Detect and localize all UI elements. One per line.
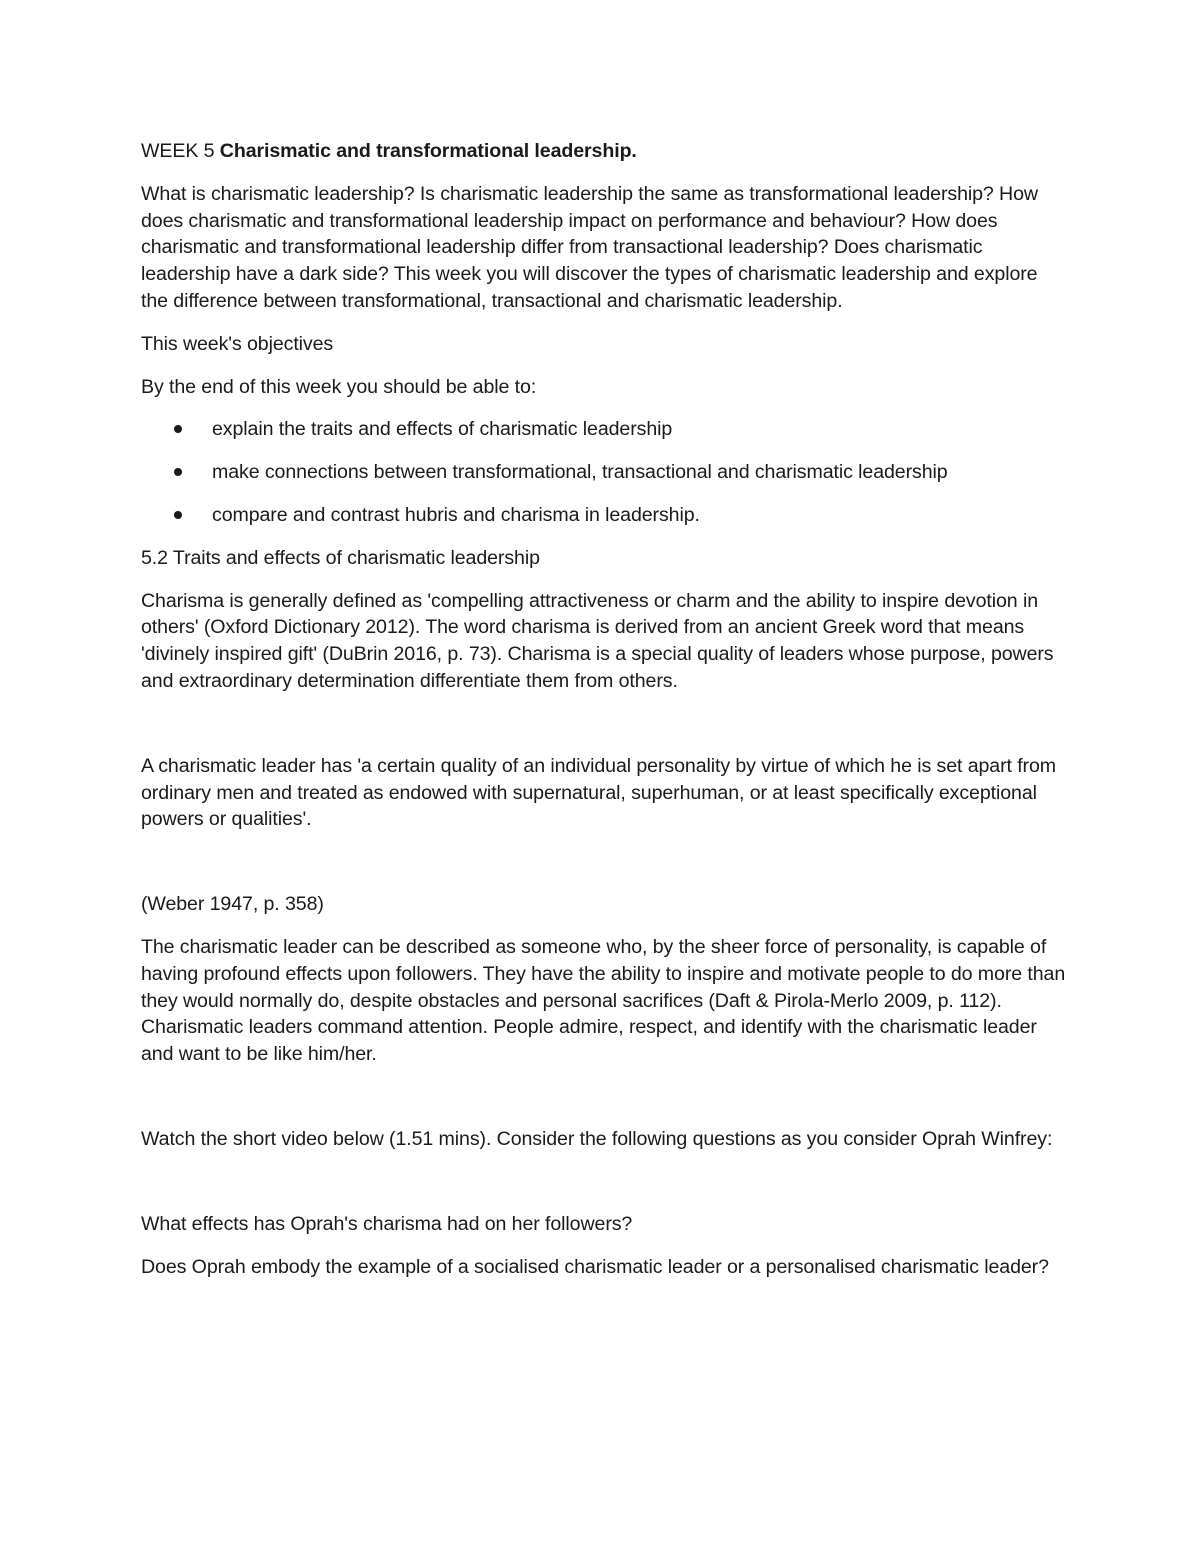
heading-title: Charismatic and transformational leadership. (219, 140, 637, 162)
list-item (141, 459, 1066, 486)
heading-prefix: WEEK 5 (141, 140, 220, 162)
page-heading (141, 138, 1066, 165)
list-item (141, 416, 1066, 443)
bullet-icon (174, 468, 182, 476)
question-1: What effects has Oprah's charisma had on her followers? (141, 1212, 633, 1235)
objective-text: compare and contrast hubris and charisma in leadership. (212, 503, 700, 526)
quote-citation: (Weber 1947, p. 358) (141, 893, 324, 916)
intro-paragraph: What is charismatic leadership? Is charismatic leadership the same as transformational leadership? How does charismatic and transformational leadership impact on performance and behaviour? How does charismatic and transformational leadership differ from transactional leadership? Does charismatic leadership have a dark side? This week you will discover the types of charismatic leadership and explore the difference between transformational, transactional and charismatic leadership. (141, 182, 1038, 312)
document-page (141, 138, 1066, 1296)
objectives-list (141, 416, 1066, 528)
objectives-label: This week's objectives (141, 332, 334, 355)
bullet-icon (174, 511, 182, 519)
charisma-definition-paragraph: Charisma is generally defined as 'compelling attractiveness or charm and the ability to inspire devotion in others' (Oxford Dictionary 2012). The word charisma is derived from an ancient Greek word that means 'divinely inspired gift' (DuBrin 2016, p. 73). Charisma is a special quality of leaders whose purpose, powers and extraordinary determination differentiate them from others. (141, 589, 1054, 692)
objective-text: make connections between transformational, transactional and charismatic leadership (212, 461, 948, 484)
weber-quote: A charismatic leader has 'a certain quality of an individual personality by virtue of which he is set apart from ordinary men and treated as endowed with supernatural, superhuman, or at least specifically exceptional powers or qualities'. (141, 754, 1056, 831)
bullet-icon (174, 425, 182, 433)
question-2: Does Oprah embody the example of a socialised charismatic leader or a personalised charismatic leader? (141, 1255, 1049, 1278)
objective-text: explain the traits and effects of charismatic leadership (212, 418, 673, 441)
charismatic-leader-paragraph: The charismatic leader can be described as someone who, by the sheer force of personality, is capable of having profound effects upon followers. They have the ability to inspire and motivate people to do more than they would normally do, despite obstacles and personal sacrifices (Daft & Pirola-Merlo 2009, p. 112). Charismatic leaders command attention. People admire, respect, and identify with the charismatic leader and want to be like him/her. (141, 935, 1066, 1066)
objectives-lead: By the end of this week you should be able to: (141, 375, 537, 398)
video-prompt: Watch the short video below (1.51 mins). Consider the following questions as you consider Oprah Winfrey: (141, 1127, 1053, 1150)
section-title: 5.2 Traits and effects of charismatic leadership (141, 546, 540, 569)
list-item (141, 502, 1066, 529)
